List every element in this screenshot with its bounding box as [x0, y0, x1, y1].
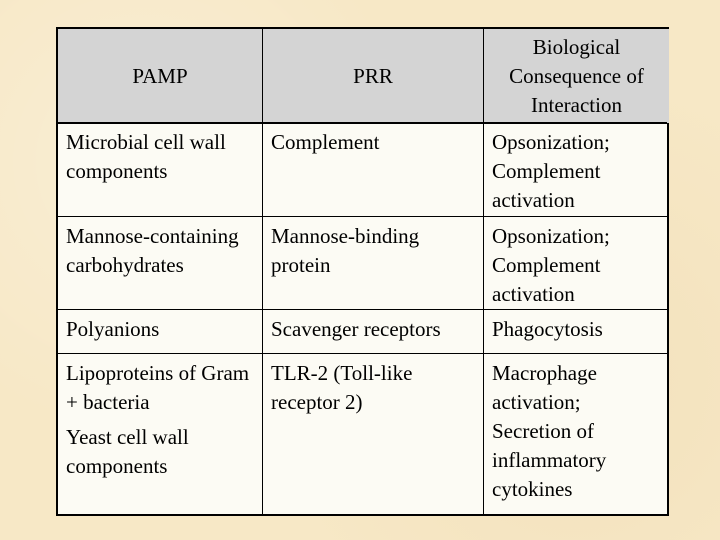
row-divider-1: [58, 216, 667, 217]
row-divider-3: [58, 353, 667, 354]
header-consequence: [484, 29, 669, 123]
row1-consequence: [484, 126, 669, 217]
row4-prr: [263, 357, 463, 419]
pamp-prr-table: [56, 27, 669, 516]
row2-prr-text: Mannose-binding protein: [271, 224, 420, 277]
row-divider-2: [58, 309, 667, 310]
header-pamp-label: PAMP: [132, 63, 188, 88]
row2-prr: [263, 220, 473, 282]
header-pamp: [58, 29, 262, 123]
row4-pamp-text: Lipoproteins of Gram + bacteria: [66, 361, 250, 414]
row2-pamp-text: Mannose-containing carbohydrates: [66, 224, 239, 277]
header-prr: [263, 29, 483, 123]
row3-prr: [263, 313, 483, 346]
column-divider-1: [262, 29, 263, 514]
row2-consequence-text: Opsonization; Complement activation: [492, 224, 610, 306]
column-divider-2: [483, 29, 484, 514]
header-divider: [58, 122, 667, 124]
row1-prr-text: Complement: [271, 130, 380, 154]
row4-consequence-text: Macrophage activation; Secretion of inflammatory cytokines: [492, 361, 607, 501]
row2-consequence: [484, 220, 669, 311]
header-consequence-label: Biological Consequence of Interaction: [509, 34, 644, 117]
row1-prr: [263, 126, 483, 159]
row1-pamp-text: Microbial cell wall components: [66, 130, 226, 183]
row3-pamp: [58, 313, 262, 346]
row1-pamp: [58, 126, 262, 188]
row4-prr-text: TLR-2 (Toll-like receptor 2): [271, 361, 413, 414]
row3-prr-text: Scavenger receptors: [271, 317, 441, 341]
row3-consequence-text: Phagocytosis: [492, 317, 603, 341]
row3-pamp-text: Polyanions: [66, 317, 160, 341]
row4-consequence: [484, 357, 669, 506]
row2-pamp: [58, 220, 248, 282]
row4-pamp: [58, 357, 258, 483]
row1-consequence-text: Opsonization; Complement activation: [492, 130, 610, 212]
header-prr-label: PRR: [353, 63, 393, 88]
row3-consequence: [484, 313, 669, 346]
row4-pamp-text-2: Yeast cell wall components: [66, 425, 189, 478]
